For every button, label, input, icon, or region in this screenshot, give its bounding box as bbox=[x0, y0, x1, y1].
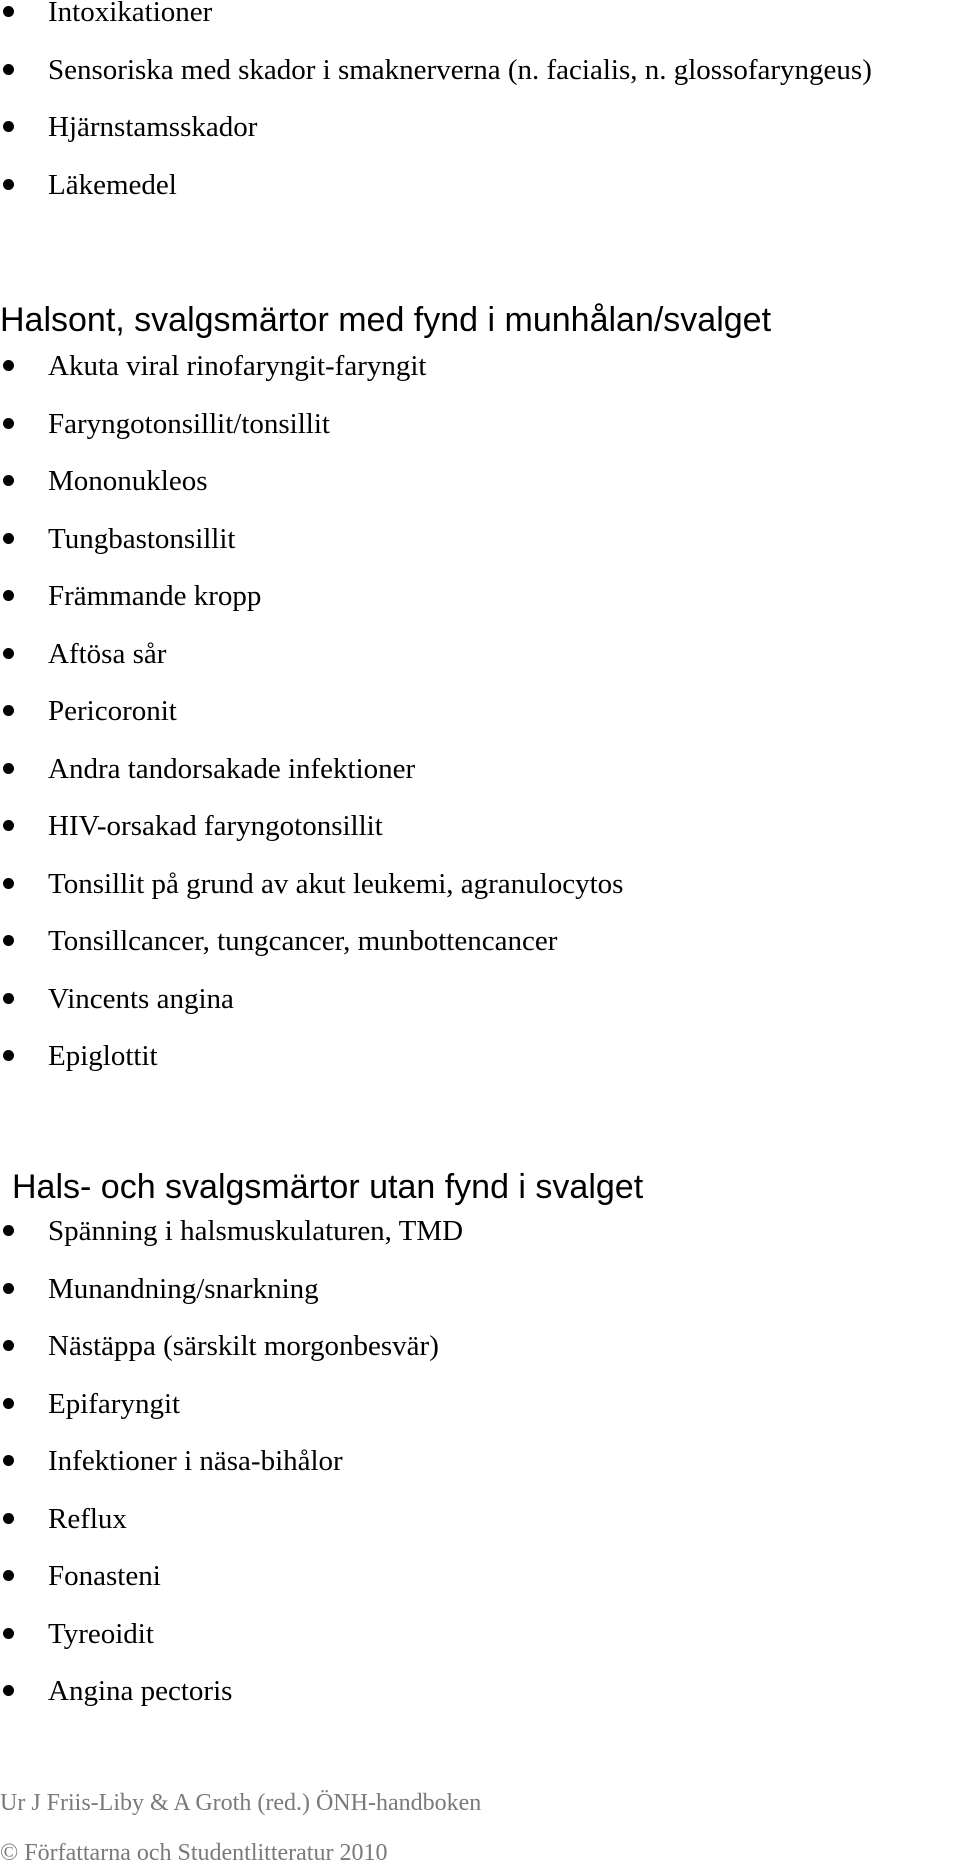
bullet-icon bbox=[3, 179, 14, 190]
list-item-text: Epifaryngit bbox=[48, 1387, 181, 1420]
list-item bbox=[0, 1561, 463, 1619]
bullet-icon bbox=[3, 648, 14, 659]
list-item bbox=[0, 1389, 463, 1447]
list-item bbox=[0, 984, 623, 1042]
list-item-text: Mononukleos bbox=[48, 465, 208, 497]
list-item bbox=[0, 696, 623, 754]
list-item bbox=[0, 1619, 463, 1677]
bullet-icon bbox=[3, 1628, 14, 1639]
footer-source-line: Ur J Friis-Liby & A Groth (red.) ÖNH-handboken bbox=[0, 1790, 482, 1816]
list-item-text: Munandning/snarkning bbox=[48, 1272, 319, 1305]
list-item-text: Intoxikationer bbox=[48, 0, 213, 28]
list-item-text: Reflux bbox=[48, 1502, 127, 1535]
list-item-text: Pericoronit bbox=[48, 695, 177, 727]
list-item-text: Tonsillit på grund av akut leukemi, agranulocytos bbox=[48, 867, 624, 900]
list-item bbox=[0, 1446, 463, 1504]
bullet-icon bbox=[3, 1225, 14, 1236]
bullet-icon bbox=[3, 121, 14, 132]
list-item bbox=[0, 1676, 463, 1734]
list-item bbox=[0, 869, 623, 927]
list-item bbox=[0, 409, 623, 467]
bullet-list-with-findings bbox=[0, 351, 623, 1099]
list-item-text: HIV-orsakad faryngotonsillit bbox=[48, 810, 383, 842]
list-item-text: Främmande kropp bbox=[48, 580, 262, 612]
bullet-icon bbox=[3, 763, 14, 774]
bullet-icon bbox=[3, 1513, 14, 1524]
bullet-icon bbox=[3, 705, 14, 716]
list-item-text: Sensoriska med skador i smaknerverna (n. facialis, n. glossofaryngeus) bbox=[48, 53, 872, 86]
list-item-text: Tungbastonsillit bbox=[48, 522, 236, 555]
list-item bbox=[0, 581, 623, 639]
section-heading-with-findings: Halsont, svalgsmärtor med fynd i munhålan/svalget bbox=[0, 301, 772, 339]
list-item bbox=[0, 1504, 463, 1562]
list-item-text: Nästäppa (särskilt morgonbesvär) bbox=[48, 1330, 439, 1362]
list-item-text: Fonasteni bbox=[48, 1560, 161, 1592]
bullet-icon bbox=[3, 1340, 14, 1351]
list-item-text: Faryngotonsillit/tonsillit bbox=[48, 407, 330, 440]
bullet-icon bbox=[3, 1050, 14, 1061]
list-item bbox=[0, 112, 872, 170]
bullet-icon bbox=[3, 590, 14, 601]
list-item bbox=[0, 170, 872, 228]
section-heading-without-findings: Hals- och svalgsmärtor utan fynd i svalget bbox=[12, 1168, 644, 1206]
list-item bbox=[0, 0, 872, 55]
list-item-text: Tyreoidit bbox=[48, 1617, 154, 1650]
list-item-text: Läkemedel bbox=[48, 168, 177, 201]
bullet-list-causes bbox=[0, 0, 872, 227]
bullet-icon bbox=[3, 533, 14, 544]
bullet-icon bbox=[3, 418, 14, 429]
bullet-icon bbox=[3, 64, 14, 75]
list-item bbox=[0, 754, 623, 812]
list-item-text: Angina pectoris bbox=[48, 1675, 233, 1707]
list-item-text: Vincents angina bbox=[48, 982, 234, 1015]
list-item bbox=[0, 926, 623, 984]
list-item bbox=[0, 811, 623, 869]
list-item-text: Spänning i halsmuskulaturen, TMD bbox=[48, 1215, 464, 1247]
list-item bbox=[0, 351, 623, 409]
list-item-text: Hjärnstamsskador bbox=[48, 111, 258, 143]
bullet-list-without-findings bbox=[0, 1216, 463, 1734]
list-item-text: Tonsillcancer, tungcancer, munbottencancer bbox=[48, 925, 558, 957]
list-item bbox=[0, 1274, 463, 1332]
bullet-icon bbox=[3, 935, 14, 946]
list-item bbox=[0, 1216, 463, 1274]
bullet-icon bbox=[3, 360, 14, 371]
list-item-text: Akuta viral rinofaryngit-faryngit bbox=[48, 350, 427, 382]
list-item bbox=[0, 55, 872, 113]
bullet-icon bbox=[3, 1455, 14, 1466]
list-item-text: Infektioner i näsa-bihålor bbox=[48, 1445, 343, 1477]
list-item bbox=[0, 639, 623, 697]
bullet-icon bbox=[3, 6, 14, 17]
bullet-icon bbox=[3, 820, 14, 831]
bullet-icon bbox=[3, 1398, 14, 1409]
bullet-icon bbox=[3, 993, 14, 1004]
bullet-icon bbox=[3, 1685, 14, 1696]
list-item bbox=[0, 524, 623, 582]
bullet-icon bbox=[3, 1570, 14, 1581]
list-item bbox=[0, 1331, 463, 1389]
list-item-text: Aftösa sår bbox=[48, 637, 167, 670]
bullet-icon bbox=[3, 475, 14, 486]
list-item bbox=[0, 466, 623, 524]
list-item bbox=[0, 1041, 623, 1099]
list-item-text: Epiglottit bbox=[48, 1040, 158, 1072]
footer-copyright-line: © Författarna och Studentlitteratur 2010 bbox=[0, 1840, 388, 1866]
bullet-icon bbox=[3, 878, 14, 889]
list-item-text: Andra tandorsakade infektioner bbox=[48, 752, 416, 785]
bullet-icon bbox=[3, 1283, 14, 1294]
